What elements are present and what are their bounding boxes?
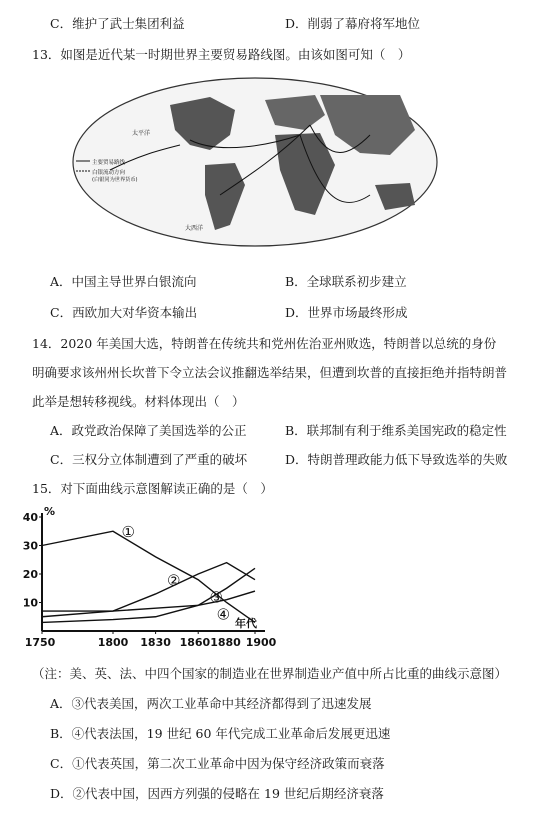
q14-option-a: A．政党政治保障了美国选举的公正 — [50, 423, 247, 438]
legend-silver-label: 白银流动方向 — [92, 170, 126, 176]
ocean-label-pacific: 太平洋 — [132, 130, 151, 137]
q14-stem-line1: 14．2020 年美国大选，特朗普在传统共和党州佐治亚州败选，特朗普以总统的身份 — [32, 336, 497, 351]
trade-route-map-figure — [70, 75, 440, 250]
q15-note: （注：美、英、法、中四个国家的制造业在世界制造业产值中所占比重的曲线示意图） — [32, 666, 508, 681]
q13-option-c: C．西欧加大对华资本输出 — [50, 305, 198, 320]
q15-stem: 15．对下面曲线示意图解读正确的是（ ） — [32, 481, 273, 496]
q14-stem-line2: 明确要求该州州长坎普下令立法会议推翻选举结果，但遭到坎普的直接拒绝并指特朗普 — [32, 365, 508, 380]
series-label-4: ④ — [216, 605, 231, 624]
q14-option-c: C．三权分立体制遭到了严重的破坏 — [50, 452, 248, 467]
manufacturing-share-chart — [20, 505, 300, 655]
series-label-1: ① — [121, 522, 135, 541]
y-axis-label: % — [44, 505, 56, 518]
x-axis-label: 年代 — [235, 617, 257, 630]
q15-option-a: A．③代表美国，两次工业革命中其经济都得到了迅速发展 — [50, 696, 372, 711]
x-tick-label: 18601880 — [179, 636, 241, 649]
legend-route-label: 主要贸易路线 — [92, 160, 126, 166]
legend-silver-note: (白银同为世界货币) — [92, 177, 138, 183]
q12-option-d: D．削弱了幕府将军地位 — [285, 16, 421, 31]
x-tick-label: 1800 — [97, 636, 129, 649]
y-tick-label: 20 — [22, 568, 38, 581]
ocean-label-atlantic: 大西洋 — [185, 225, 204, 232]
series-label-2: ② — [166, 571, 181, 590]
q14-stem-line3: 此举是想转移视线。材料体现出（ ） — [32, 394, 245, 409]
x-tick-label: 1830 — [140, 636, 171, 649]
x-tick-label: 1900 — [245, 636, 277, 649]
q15-option-b: B．④代表法国，19 世纪 60 年代完成工业革命后发展更迅速 — [50, 726, 391, 741]
series-label-3: ③ — [209, 588, 224, 607]
q14-option-d: D．特朗普理政能力低下导致选举的失败 — [285, 452, 508, 467]
q13-option-b: B．全球联系初步建立 — [285, 274, 407, 289]
q13-option-a: A．中国主导世界白银流向 — [50, 274, 197, 289]
y-tick-label: 30 — [22, 539, 38, 553]
q15-option-d: D．②代表中国，因西方列强的侵略在 19 世纪后期经济衰落 — [50, 786, 384, 801]
q12-option-c: C．维护了武士集团利益 — [50, 16, 185, 31]
q15-option-c: C．①代表英国，第二次工业革命中因为保守经济政策而衰落 — [50, 756, 385, 771]
x-tick-label: 1750 — [24, 636, 56, 649]
y-tick-label: 10 — [22, 596, 38, 610]
manufacturing-share-chart-svg — [20, 505, 300, 655]
q14-option-b: B．联邦制有利于维系美国宪政的稳定性 — [285, 423, 507, 438]
q13-stem: 13．如图是近代某一时期世界主要贸易路线图。由该如图可知（ ） — [32, 47, 411, 62]
y-tick-label: 40 — [22, 511, 38, 524]
trade-route-map — [70, 75, 440, 250]
q13-option-d: D．世界市场最终形成 — [285, 305, 408, 320]
